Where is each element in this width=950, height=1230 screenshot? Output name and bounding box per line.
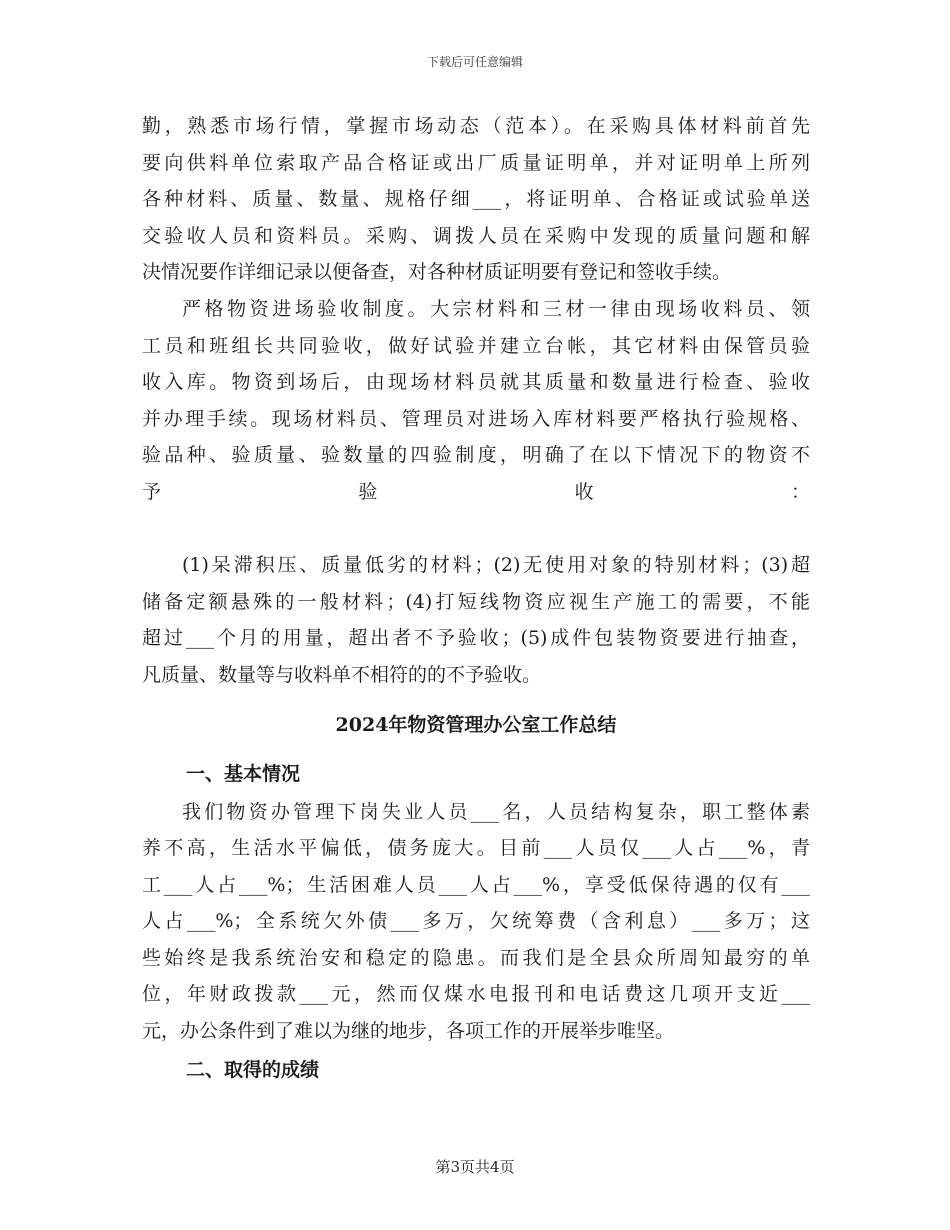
text-line: 我们物资办管理下岗失业人员___名，人员结构复杂，职工整体素 xyxy=(182,800,810,823)
paragraph xyxy=(142,108,810,291)
paragraph xyxy=(142,547,810,693)
text-line: 工员和班组长共同验收，做好试验并建立台帐，其它材料由保管员验 xyxy=(142,334,810,357)
text-line: 元，办公条件到了难以为继的地步，各项工作的开展举步唯坚。 xyxy=(142,1020,675,1043)
text-line: 严格物资进场验收制度。大宗材料和三材一律由现场收料员、领 xyxy=(182,297,810,320)
paragraph xyxy=(142,794,810,1050)
text-line: 养不高，生活水平偏低，债务庞大。目前___人员仅___人占___%，青 xyxy=(142,837,810,860)
text-line: 储备定额悬殊的一般材料；(4)打短线物资应视生产施工的需要，不能 xyxy=(142,590,810,613)
text-line: 勤，熟悉市场行情，掌握市场动态（范本）。在采购具体材料前首先 xyxy=(142,115,810,137)
text-line: 些始终是我系统治安和稳定的隐患。而我们是全县众所周知最穷的单 xyxy=(142,946,810,969)
page-number: 第3页共4页 xyxy=(435,1158,515,1176)
text-line: (1)呆滞积压、质量低劣的材料；(2)无使用对象的特别材料；(3)超 xyxy=(182,554,810,577)
document-title: 2024年物资管理办公室工作总结 xyxy=(335,713,617,736)
text-line: 位，年财政拨款___元，然而仅煤水电报刊和电话费这几项开支近___ xyxy=(142,983,810,1006)
section-heading: 二、取得的成绩 xyxy=(186,1058,320,1081)
text-line: 收入库。物资到场后，由现场材料员就其质量和数量进行检查、验收 xyxy=(142,371,810,394)
text-line: 予验收： xyxy=(142,480,810,503)
text-line: 工___人占___%；生活困难人员___人占___%，享受低保待遇的仅有___ xyxy=(142,873,810,896)
section-heading: 一、基本情况 xyxy=(186,762,301,785)
text-line xyxy=(142,511,810,548)
document-body xyxy=(142,108,810,1090)
header-note: 下载后可任意编辑 xyxy=(426,55,523,69)
text-line: 并办理手续。现场材料员、管理员对进场入库材料要严格执行验规格、 xyxy=(142,407,810,430)
text-line: 人占___%；全系统欠外债___多万，欠统筹费（含利息）___多万；这 xyxy=(142,910,810,933)
text-line: 交验收人员和资料员。采购、调拨人员在采购中发现的质量问题和解 xyxy=(142,224,810,247)
text-line: 验品种、验质量、验数量的四验制度，明确了在以下情况下的物资不 xyxy=(142,444,810,467)
text-line: 决情况要作详细记录以便备查，对各种材质证明要有登记和签收手续。 xyxy=(142,261,732,284)
paragraph xyxy=(142,291,810,547)
text-line: 各种材料、质量、数量、规格仔细___，将证明单、合格证或试验单送 xyxy=(142,188,810,211)
text-line: 要向供料单位索取产品合格证或出厂质量证明单，并对证明单上所列 xyxy=(142,151,810,174)
text-line: 凡质量、数量等与收料单不相符的的不予验收。 xyxy=(142,663,542,686)
text-line: 超过___个月的用量，超出者不予验收；(5)成件包装物资要进行抽查， xyxy=(142,627,810,650)
